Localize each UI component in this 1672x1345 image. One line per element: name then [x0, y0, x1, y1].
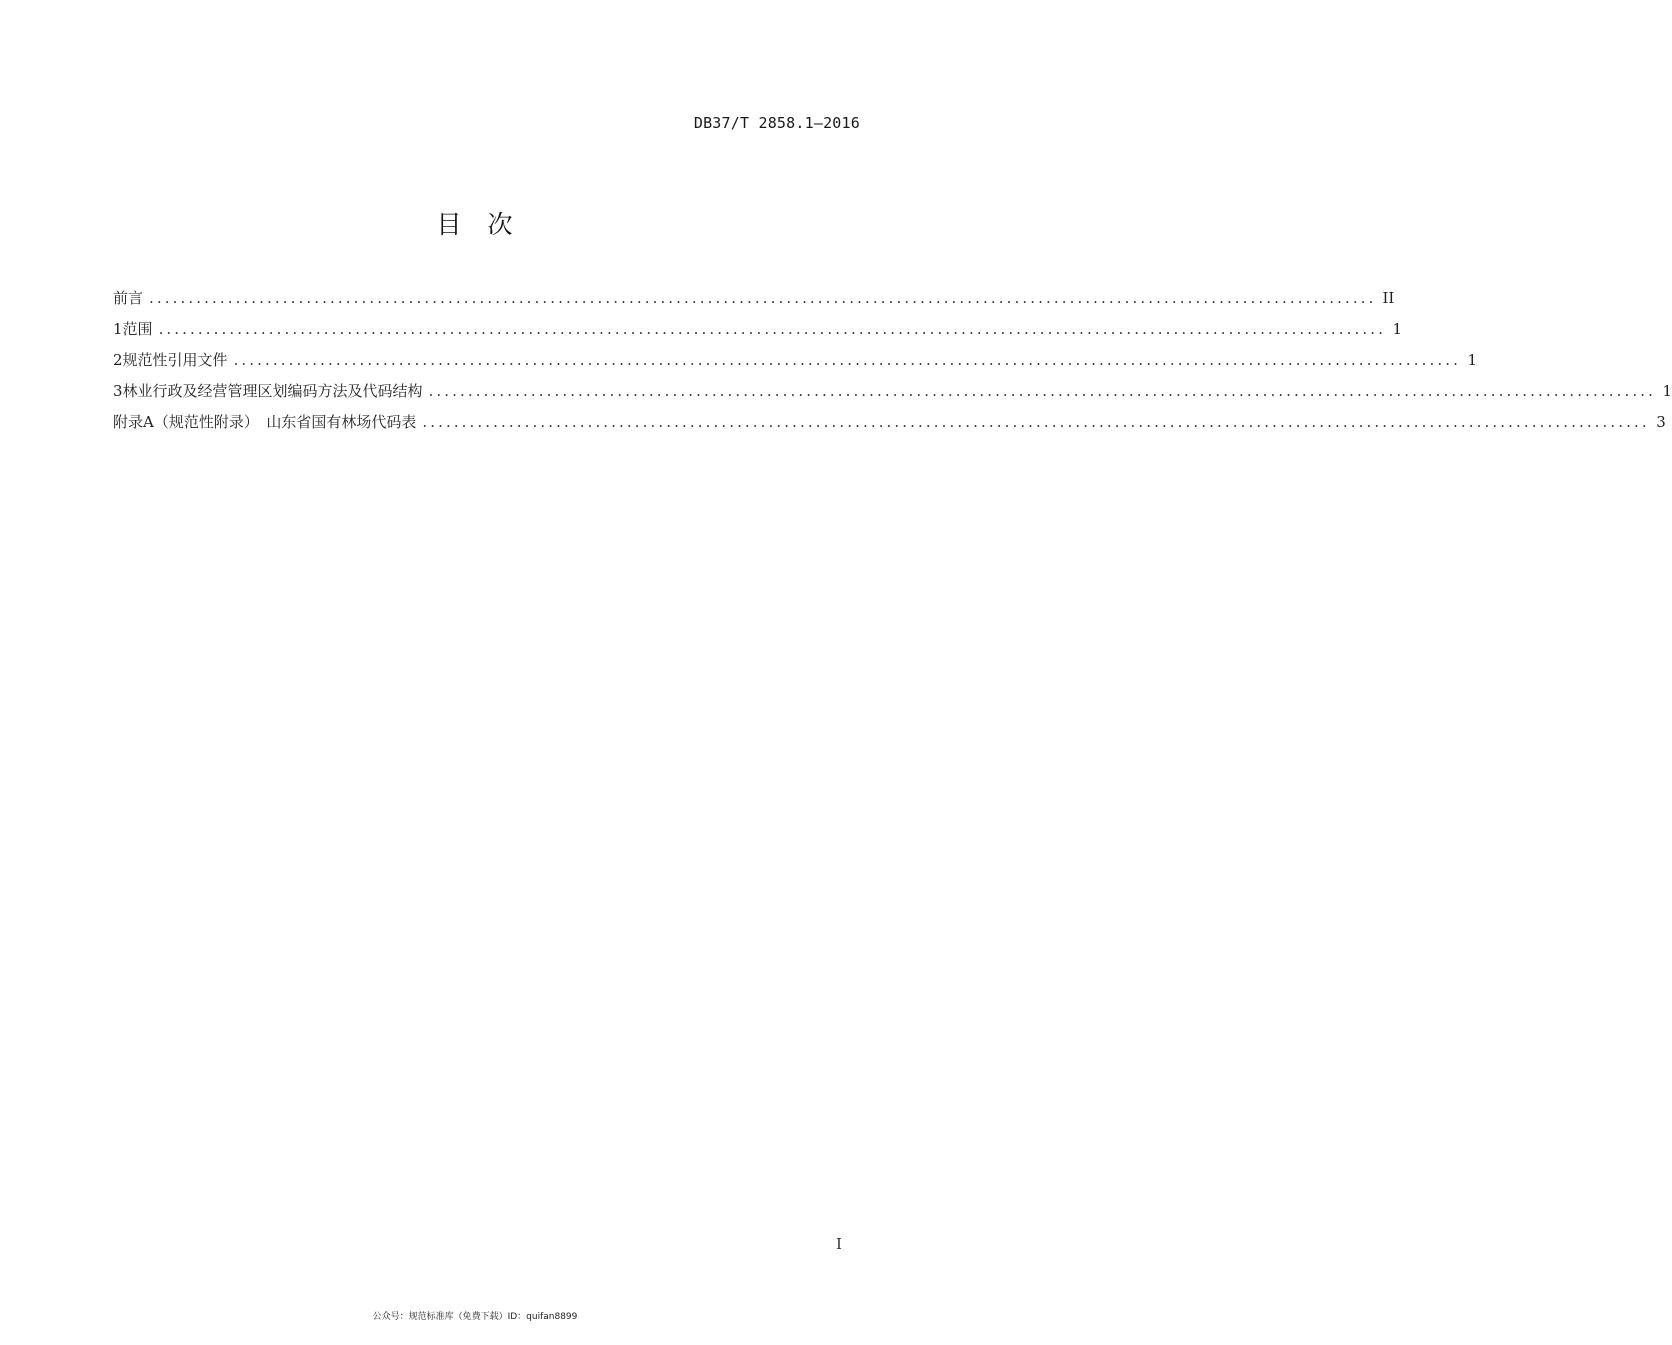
dot-leader: ............................................................................................................................................................ — [233, 351, 1461, 369]
toc-entry-normative-references[interactable] — [113, 347, 1477, 378]
page-number: I — [836, 1235, 842, 1253]
dot-leader: ............................................................................................................................................................ — [149, 289, 1377, 307]
toc-entry-label: 规范性引用文件 — [122, 351, 228, 369]
toc-entry-number: 1 — [113, 320, 123, 338]
toc-entry-label: 附录A（规范性附录） 山东省国有林场代码表 — [113, 413, 417, 431]
toc-entry-preface[interactable] — [113, 285, 1395, 316]
toc-entry-scope[interactable] — [113, 316, 1402, 347]
page-title: 目次 — [436, 210, 539, 239]
toc-entry-number: 3 — [113, 382, 123, 400]
toc-entry-page: 1 — [1392, 320, 1402, 338]
dot-leader: ............................................................................................................................................................ — [428, 382, 1656, 400]
toc-entry-page: 1 — [1662, 382, 1672, 400]
dot-leader: ............................................................................................................................................................ — [158, 320, 1386, 338]
table-of-contents — [113, 285, 1672, 440]
document-code: DB37/T 2858.1—2016 — [693, 114, 860, 132]
toc-entry-number: 2 — [113, 351, 123, 369]
toc-entry-page: 3 — [1656, 413, 1666, 431]
toc-entry-label: 前言 — [113, 289, 144, 307]
footer-watermark-text: 公众号：规范标准库（免费下载）ID：quifan8899 — [372, 1312, 578, 1322]
toc-entry-label: 范围 — [122, 320, 153, 338]
toc-entry-appendix-a[interactable] — [113, 409, 1666, 440]
toc-entry-coding-method[interactable] — [113, 378, 1672, 409]
toc-entry-label: 林业行政及经营管理区划编码方法及代码结构 — [122, 382, 423, 400]
dot-leader: ............................................................................................................................................................ — [422, 413, 1650, 431]
toc-entry-page: II — [1382, 289, 1395, 307]
toc-entry-page: 1 — [1467, 351, 1477, 369]
